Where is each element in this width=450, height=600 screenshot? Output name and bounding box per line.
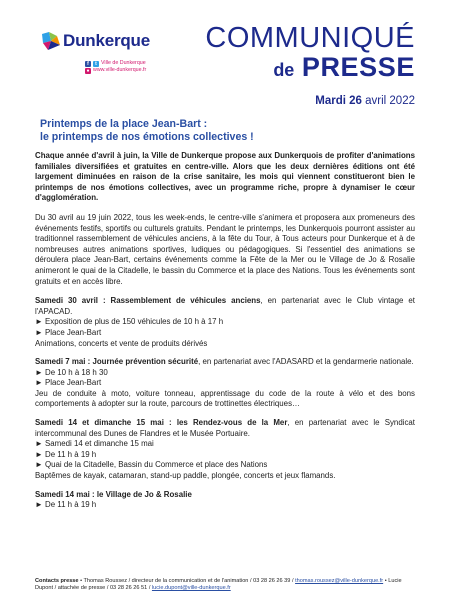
event-partners: , en partenariat avec le Syndicat intercommunal des Dunes de Flandres et le Musée Portuaire. bbox=[35, 418, 415, 438]
event-line: Baptêmes de kayak, catamaran, stand-up paddle, plongée, concerts et jeux flamands. bbox=[35, 471, 336, 481]
headline-line-2: le printemps de nos émotions collectives ! bbox=[40, 131, 254, 143]
event-line: ► Place Jean-Bart bbox=[35, 327, 102, 337]
event-title: Samedi 30 avril : Rassemblement de véhicules anciens bbox=[35, 296, 261, 306]
event-line: Jeu de conduite à moto, voiture tonneau, apprentissage du code de la route à vélo et des bons comportements à adopter sur la route, parcours de trottinettes électriques… bbox=[35, 388, 415, 409]
contact-1-email[interactable]: thomas.roussez@ville-dunkerque.fr bbox=[295, 578, 384, 584]
press-contacts bbox=[35, 578, 420, 593]
event-line: Animations, concerts et vente de produits dérivés bbox=[35, 338, 208, 348]
city-logo bbox=[40, 27, 150, 55]
event-item bbox=[35, 357, 415, 410]
social-handle: Ville de Dunkerque bbox=[101, 60, 146, 66]
headline-line-1: Printemps de la place Jean-Bart : bbox=[40, 118, 208, 130]
event-line: ► Quai de la Citadelle, Bassin du Commerce et place des Nations bbox=[35, 460, 268, 470]
event-partners: , en partenariat avec l'ADASARD et la gendarmerie nationale. bbox=[198, 357, 414, 367]
logo-text: Dunkerque bbox=[63, 31, 150, 50]
globe-icon: ● bbox=[86, 67, 90, 74]
date-day: Mardi 26 bbox=[315, 95, 362, 107]
event-item bbox=[35, 296, 415, 349]
event-line: ► De 11 h à 19 h bbox=[35, 500, 97, 510]
twitter-icon[interactable]: t bbox=[93, 61, 99, 67]
event-title: Samedi 14 mai : le Village de Jo & Rosalie bbox=[35, 489, 192, 499]
event-item bbox=[35, 490, 415, 511]
title-communique: COMMUNIQUÉ bbox=[205, 22, 415, 54]
event-line: ► De 10 h à 18 h 30 bbox=[35, 367, 108, 377]
title-de-presse bbox=[273, 52, 415, 83]
event-line: ► Place Jean-Bart bbox=[35, 378, 102, 388]
title-de: de bbox=[273, 60, 295, 80]
dunkerque-logo-icon bbox=[40, 30, 62, 52]
event-title: Samedi 14 et dimanche 15 mai : les Rendez-vous de la Mer bbox=[35, 418, 288, 428]
website-link[interactable]: www.ville-dunkerque.fr bbox=[93, 67, 147, 73]
date-month-year: avril 2022 bbox=[365, 95, 415, 107]
event-line: ► Samedi 14 et dimanche 15 mai bbox=[35, 439, 154, 449]
intro-paragraph: Chaque année d'avril à juin, la Ville de Dunkerque propose aux Dunkerquois de profiter d'animations familiales diversifiées et gratuites en centre-ville. Alors que les deux dernières éditions ont été largement diminuées en raison de la crise sanitaire, les mois qui viennent constitueront bien le printemps de nos émotions collectives, avec un programme riche, propre à dynamiser le cœur d'agglomération. bbox=[35, 151, 415, 203]
event-partners: , en partenariat avec le Club vintage et l'APACAD. bbox=[35, 296, 415, 316]
event-item bbox=[35, 418, 415, 482]
contact-1: • Thomas Roussez / directeur de la communication et de l'animation / 03 28 26 26 39 / bbox=[78, 578, 296, 584]
title-presse: PRESSE bbox=[301, 52, 415, 82]
contacts-label: Contacts presse bbox=[35, 578, 79, 584]
facebook-icon[interactable]: f bbox=[85, 61, 91, 67]
social-links bbox=[85, 60, 146, 74]
body-paragraph: Du 30 avril au 19 juin 2022, tous les week-ends, le centre-ville s'animera et proposera aux promeneurs des événements festifs, sportifs ou culturels gratuits. Pendant le printemps, les Dunkerquois pourront assister au traditionnel rassemblement de véhicules anciens, à la fête du Tour, à Tous acteurs pour Dunkerque et à de nombreuses autres animations sportives, ludiques ou pédagogiques. Si l'essentiel des animations se déroulera place Jean-Bart, certains événements comme la Fête de la Mer ou le Village de Jo & Rosalie animeront le quai de la Citadelle, le bassin du Commerce et la place des Nations. Tous les événements sont gratuits et en accès libre. bbox=[35, 212, 415, 286]
article-body bbox=[35, 151, 415, 519]
headline bbox=[40, 118, 410, 144]
release-date bbox=[315, 95, 415, 107]
event-title: Samedi 7 mai : Journée prévention sécurité bbox=[35, 357, 199, 367]
event-line: ► De 11 h à 19 h bbox=[35, 449, 97, 459]
contact-2: • Lucie Dupont / attachée de presse / 03 28 26 26 51 / bbox=[35, 578, 402, 592]
event-line: ► Exposition de plus de 150 véhicules de 10 h à 17 h bbox=[35, 317, 224, 327]
contact-2-email[interactable]: lucie.dupont@ville-dunkerque.fr bbox=[151, 585, 231, 592]
